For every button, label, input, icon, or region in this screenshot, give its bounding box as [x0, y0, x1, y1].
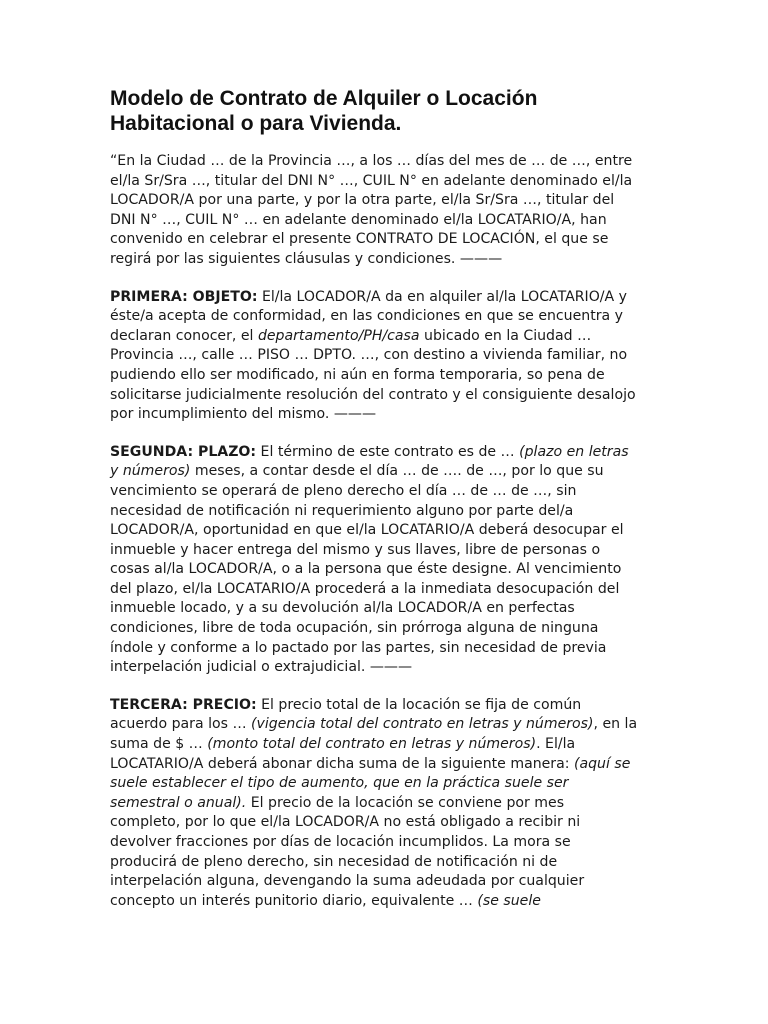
clause-label: TERCERA: PRECIO: — [110, 696, 257, 713]
clause-text: El/la LOCADOR/A da en alquiler al/la LOCATARIO/A y éste/a acepta de conformidad, en las condiciones en que se encuentra y declaran conocer, el — [110, 288, 628, 344]
clause-primera — [110, 288, 638, 425]
clause-text-italic: (aquí se suele establecer el tipo de aumento, que en la práctica suele ser semestral o anual). — [110, 755, 631, 811]
intro-paragraph: “En la Ciudad … de la Provincia …, a los … días del mes de … de …, entre el/la Sr/Sra …, titular del DNI N° …, CUIL N° en adelante denominado el/la LOCADOR/A por una parte, y por la otra parte, el/la Sr/Sra …, titular del DNI N° …, CUIL N° … en adelante denominado el/la LOCATARIO/A, han convenido en celebrar el presente CONTRATO DE LOCACIÓN, el que se regirá por las siguientes cláusulas y condiciones. ——— — [110, 153, 633, 267]
clause-text: El precio de la locación se conviene por mes completo, por lo que el/la LOCADOR/A no está obligado a recibir ni devolver fracciones por días de locación incumplidos. La mora se producirá de pleno derecho, sin necesidad de notificación ni de interpelación alguna, devengando la suma adeudada por cualquier concepto un interés punitorio diario, equivalente … — [110, 794, 585, 909]
clause-label: PRIMERA: OBJETO: — [110, 288, 258, 305]
clause-text: ubicado en la Ciudad … Provincia …, calle … PISO … DPTO. …, con destino a vivienda familiar, no pudiendo ello ser modificado, ni aún en forma temporaria, so pena de solicitarse judicialmente resolución del contrato y el consiguiente desalojo por incumplimiento del mismo. ——— — [110, 327, 636, 423]
document-title: Modelo de Contrato de Alquiler o Locación Habitacional o para Vivienda. — [110, 87, 538, 135]
clause-text-italic: (vigencia total del contrato en letras y números) — [251, 716, 594, 733]
clause-segunda — [110, 443, 638, 678]
clause-text: . El/la LOCATARIO/A deberá abonar dicha suma de la siguiente manera: — [110, 736, 576, 772]
clause-text-italic: (plazo en letras y números) — [110, 443, 629, 480]
clause-tercera — [110, 696, 638, 912]
clause-text-italic: departamento/PH/casa — [257, 327, 420, 344]
document-page — [110, 86, 638, 929]
clause-label: SEGUNDA: PLAZO: — [110, 443, 257, 460]
clause-text-italic: (monto total del contrato en letras y números) — [207, 736, 537, 753]
clause-text: El término de este contrato es de … — [256, 443, 520, 460]
clause-text: , en la suma de $ … — [110, 716, 638, 753]
clause-text-italic: (se suele — [477, 892, 541, 909]
clause-text: meses, a contar desde el día … de …. de …, por lo que su vencimiento se operará de pleno derecho el día … de … de …, sin necesidad de notificación ni requerimiento alguno por parte del/a LOCADOR/A, oportunidad en que el/la LOCATARIO/A deberá desocupar el inmueble y hacer entrega del mismo y sus llaves, libre de personas o cosas al/la LOCADOR/A, o a la persona que éste designe. Al vencimiento del plazo, el/la LOCATARIO/A procederá a la inmediata desocupación del inmueble locado, y a su devolución al/la LOCADOR/A en perfectas condiciones, libre de toda ocupación, sin prórroga alguna de ninguna índole y conforme a lo pactado por las partes, sin necesidad de previa interpelación judicial o extrajudicial. ——— — [110, 463, 624, 676]
clause-text: El precio total de la locación se fija de común acuerdo para los … — [110, 696, 582, 733]
